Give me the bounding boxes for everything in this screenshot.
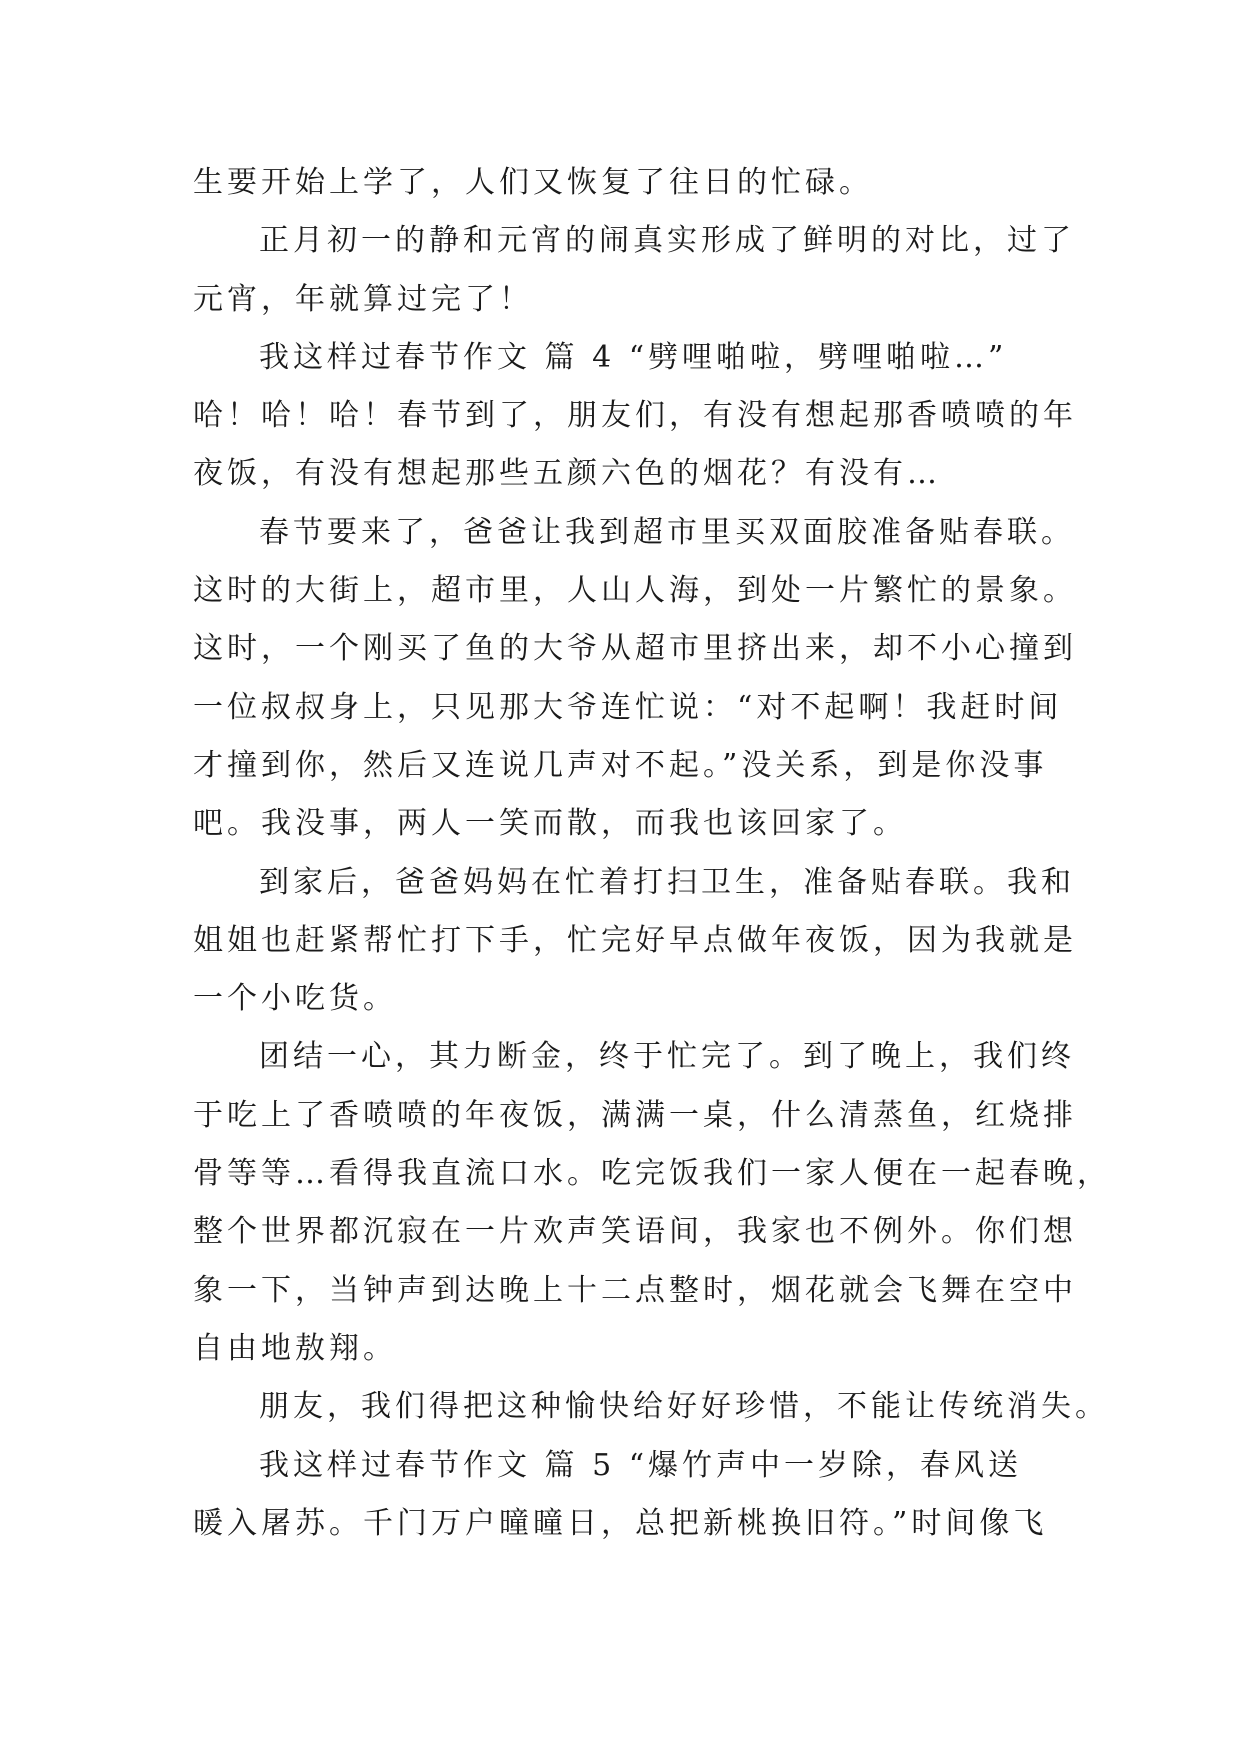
text-line: 夜饭，有没有想起那些五颜六色的烟花？有没有… [193,456,941,492]
text-line: 正月初一的静和元宵的闹真实形成了鲜明的对比，过了 [259,223,1075,259]
document-body [193,154,1111,1553]
text-line: 生要开始上学了，人们又恢复了往日的忙碌。 [193,165,873,200]
text-line: 暖入屠苏。千门万户曈曈日，总把新桃换旧符。”时间像飞 [193,1505,1048,1541]
text-line: 这时，一个刚买了鱼的大爷从超市里挤出来，却不小心撞到 [193,631,1077,667]
text-line: 自由地敖翔。 [193,1330,397,1366]
text-line: 吧。我没事，两人一笑而散，而我也该回家了。 [193,806,907,842]
text-line: 姐姐也赶紧帮忙打下手，忙完好早点做年夜饭，因为我就是 [193,922,1077,958]
text-line: 一个小吃货。 [193,981,397,1017]
text-line: 象一下，当钟声到达晚上十二点整时，烟花就会飞舞在空中 [193,1272,1077,1308]
text-line: 我这样过春节作文 篇 5 “爆竹声中一岁除，春风送 [259,1447,1023,1483]
text-line: 哈！哈！哈！春节到了，朋友们，有没有想起那香喷喷的年 [193,398,1077,434]
text-line: 朋友，我们得把这种愉快给好好珍惜，不能让传统消失。 [259,1389,1109,1425]
text-line: 元宵，年就算过完了！ [193,281,533,317]
text-line: 一位叔叔身上，只见那大爷连忙说：“对不起啊！我赶时间 [193,689,1063,725]
text-line: 团结一心，其力断金，终于忙完了。到了晚上，我们终 [259,1039,1075,1075]
text-line: 我这样过春节作文 篇 4 “劈哩啪啦，劈哩啪啦…” [259,339,1008,375]
text-line: 春节要来了，爸爸让我到超市里买双面胶准备贴春联。 [259,514,1075,550]
text-line: 于吃上了香喷喷的年夜饭，满满一桌，什么清蒸鱼，红烧排 [193,1097,1077,1133]
text-line: 骨等等…看得我直流口水。吃完饭我们一家人便在一起春晚， [193,1156,1111,1192]
text-line: 才撞到你，然后又连说几声对不起。”没关系，到是你没事 [193,747,1048,783]
text-line: 这时的大街上，超市里，人山人海，到处一片繁忙的景象。 [193,573,1077,609]
text-line: 整个世界都沉寂在一片欢声笑语间，我家也不例外。你们想 [193,1214,1077,1250]
text-line: 到家后，爸爸妈妈在忙着打扫卫生，准备贴春联。我和 [259,864,1075,900]
